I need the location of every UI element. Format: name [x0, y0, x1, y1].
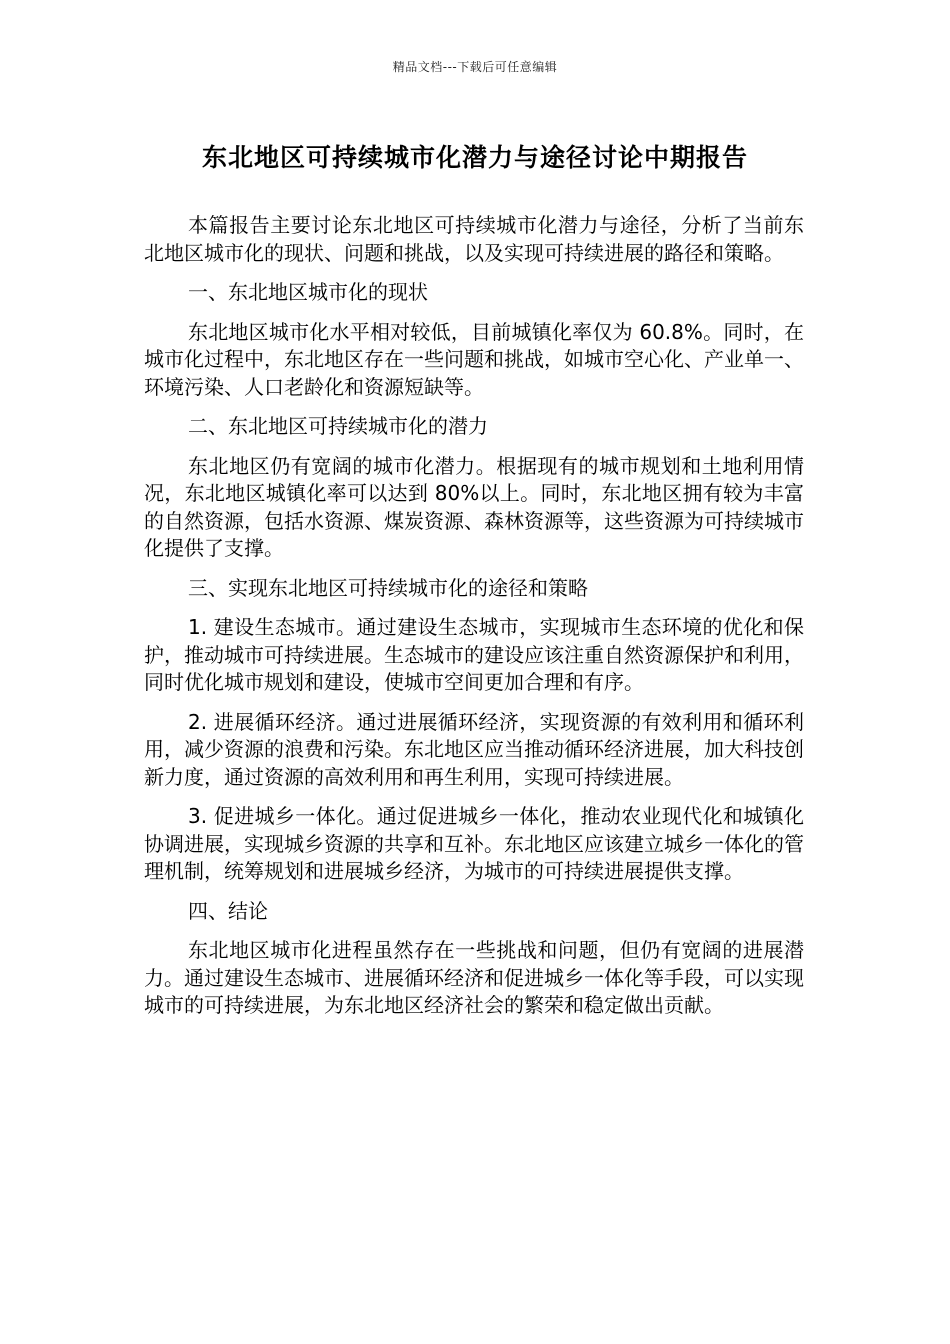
page-header: 精品文档---下载后可任意编辑	[392, 60, 558, 74]
document-body	[144, 212, 804, 1032]
section-heading-current-status: 一、东北地区城市化的现状	[188, 280, 428, 304]
section-heading-potential: 二、东北地区可持续城市化的潜力	[188, 414, 488, 438]
section-heading-conclusion: 四、结论	[188, 898, 268, 923]
potential-paragraph: 东北地区仍有宽阔的城市化潜力。根据现有的城市规划和土地利用情况，东北地区城镇化率可以达到 80%以上。同时，东北地区拥有较为丰富的自然资源，包括水资源、煤炭资源、森林资源等，这些资源为可持续城市化提供了支撑。	[144, 453, 804, 560]
section-heading-strategies: 三、实现东北地区可持续城市化的途径和策略	[188, 575, 588, 600]
strategy-paragraph-circular-economy: 2. 进展循环经济。通过进展循环经济，实现资源的有效利用和循环利用，减少资源的浪费和污染。东北地区应当推动循环经济进展，加大科技创新力度，通过资源的高效利用和再生利用，实现可持续进展。	[144, 709, 804, 789]
intro-paragraph: 本篇报告主要讨论东北地区可持续城市化潜力与途径，分析了当前东北地区城市化的现状、问题和挑战，以及实现可持续进展的路径和策略。	[144, 213, 804, 265]
strategy-paragraph-eco-city: 1. 建设生态城市。通过建设生态城市，实现城市生态环境的优化和保护，推动城市可持续进展。生态城市的建设应该注重自然资源保护和利用，同时优化城市规划和建设，使城市空间更加合理和有序。	[144, 615, 804, 694]
document-title: 东北地区可持续城市化潜力与途径讨论中期报告	[201, 143, 748, 172]
current-status-paragraph: 东北地区城市化水平相对较低，目前城镇化率仅为 60.8%。同时，在城市化过程中，东北地区存在一些问题和挑战，如城市空心化、产业单一、环境污染、人口老龄化和资源短缺等。	[144, 319, 804, 399]
strategy-paragraph-urban-rural-integration: 3. 促进城乡一体化。通过促进城乡一体化，推动农业现代化和城镇化协调进展，实现城乡资源的共享和互补。东北地区应该建立城乡一体化的管理机制，统筹规划和进展城乡经济，为城市的可持续进展提供支撑。	[144, 804, 804, 883]
conclusion-paragraph: 东北地区城市化进程虽然存在一些挑战和问题，但仍有宽阔的进展潜力。通过建设生态城市、进展循环经济和促进城乡一体化等手段，可以实现城市的可持续进展，为东北地区经济社会的繁荣和稳定做出贡献。	[144, 938, 804, 1017]
